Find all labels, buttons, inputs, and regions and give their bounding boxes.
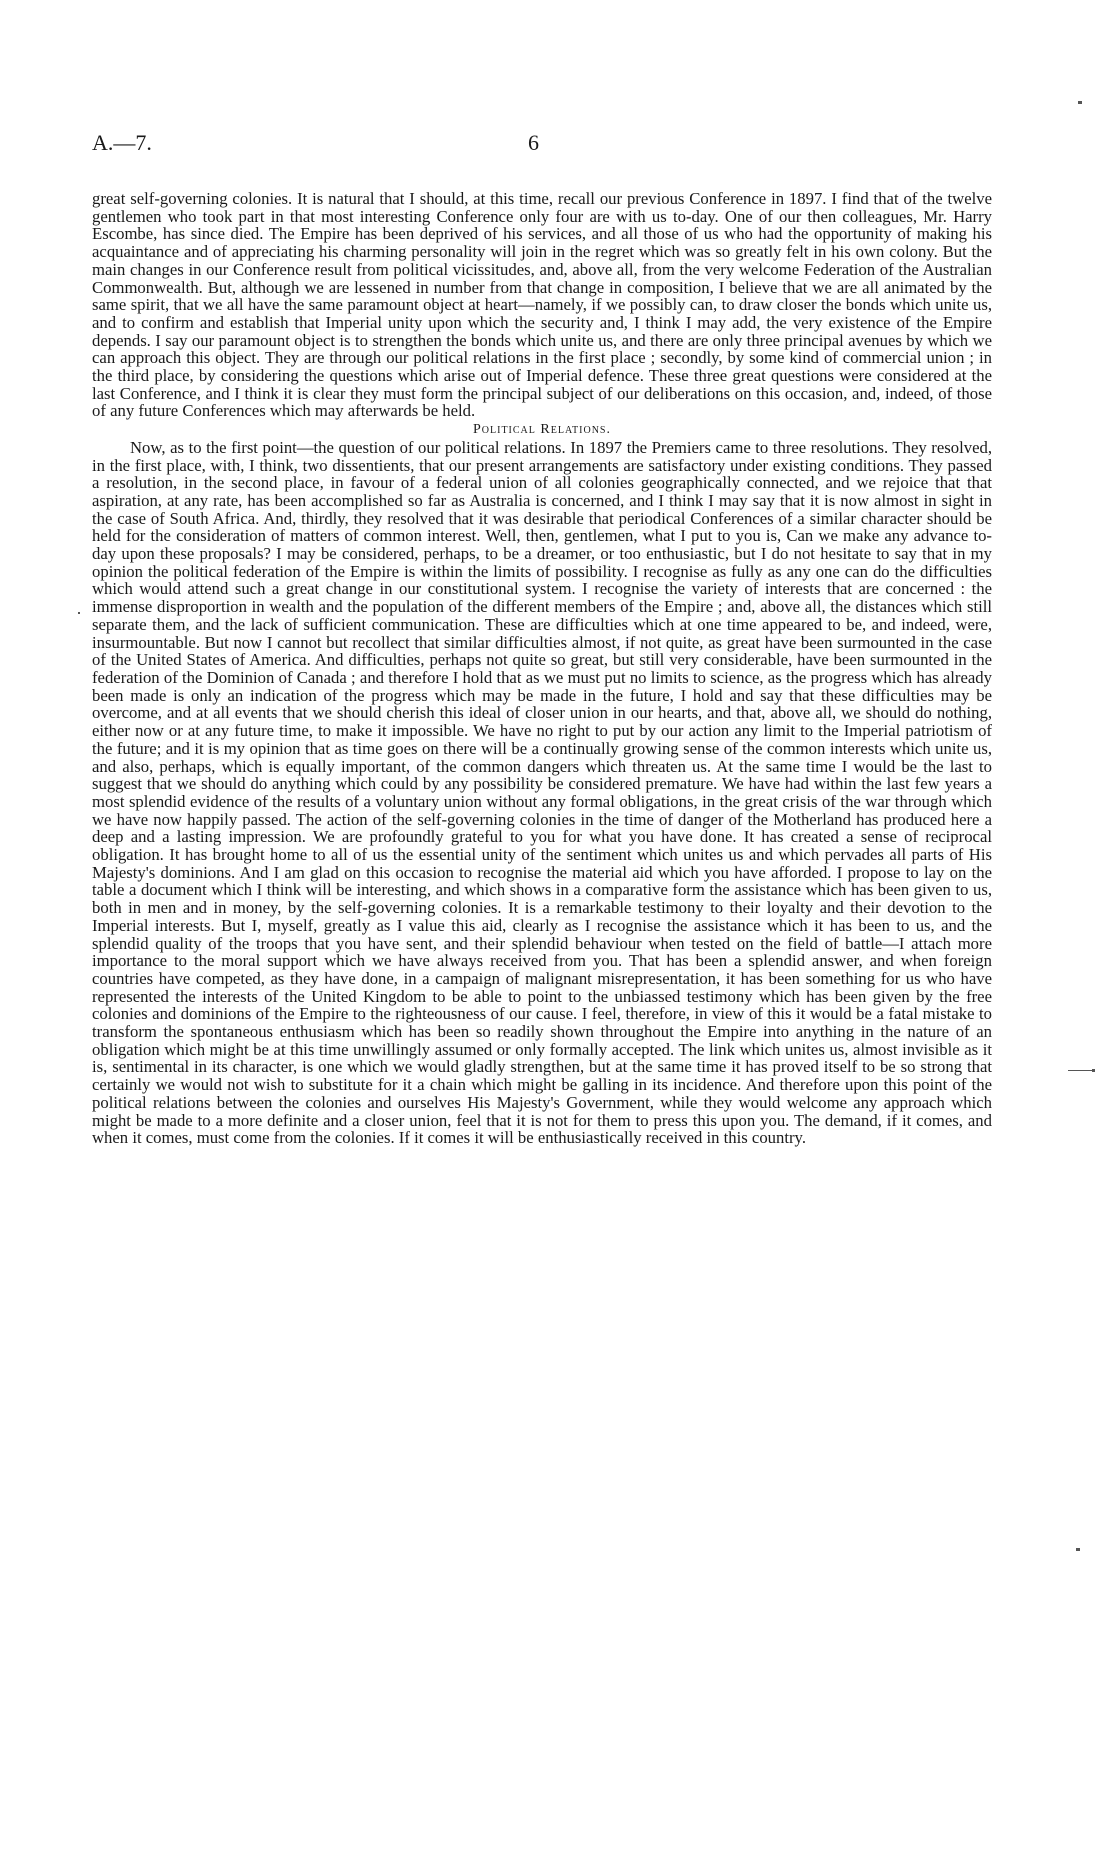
running-head <box>92 130 992 160</box>
section-heading: Political Relations. <box>473 422 611 438</box>
page-number: 6 <box>528 130 539 155</box>
scan-mark <box>1078 101 1082 104</box>
paragraph: Now, as to the first point—the question of our political relations. In 1897 the Premiers came to three resolutions. They resolved, in the first place, with, I think, two dissentients, that our present arrangements are satisfactory under existing conditions. They passed a resolution, in the second place, in favour of a federal union of all colonies geographically connected, and we rejoice that that aspiration, at any rate, has been accomplished so far as Australia is concerned, and I think I may say that it is now almost in sight in the case of South Africa. And, thirdly, they resolved that it was desirable that periodical Conferences of a similar character should be held for the consideration of matters of common interest. Well, then, gentlemen, what I put to you is, Can we make any advance to-day upon these proposals? I may be considered, perhaps, to be a dreamer, or too enthusiastic, but I do not hesitate to say that in my opinion the political federation of the Empire is within the limits of possibility. I recognise as fully as any one can do the difficulties which would attend such a great change in our constitutional system. I recognise the variety of interests that are concerned : the immense disproportion in wealth and the population of the different members of the Empire ; and, above all, the distances which still separate them, and the lack of sufficient communication. These are difficulties which at one time appeared to be, and indeed, were, insurmountable. But now I cannot but recollect that similar difficulties almost, if not quite, as great have been surmounted in the case of the United States of America. And difficulties, perhaps not quite so great, but still very considerable, have been surmounted in the federation of the Dominion of Canada ; and therefore I hold that as we must put no limits to science, as the progress which has already been made is only an indication of the progress which may be made in the future, I hold and say that these difficulties may be overcome, and at all events that we should cherish this ideal of closer union in our hearts, and that, above all, we should do nothing, either now or at any future time, to make it impossible. We have no right to put by our action any limit to the Imperial patriotism of the future; and it is my opinion that as time goes on there will be a continually growing sense of the common interests which unite us, and also, perhaps, which is equally important, of the common dangers which threaten us. At the same time I would be the last to suggest that we should do anything which could by any possibility be considered premature. We have had within the last few years a most splendid evidence of the results of a voluntary union without any formal obligations, in the great crisis of the war through which we have now happily passed. The action of the self-governing colonies in the time of danger of the Motherland has produced here a deep and a lasting impression. We are profoundly grateful to you for what you have done. It has created a sense of reciprocal obligation. It has brought home to all of us the essential unity of the sentiment which unites us and which pervades all parts of His Majesty's dominions. And I am glad on this occasion to recognise the material aid which you have afforded. I propose to lay on the table a document which I think will be interesting, and which shows in a comparative form the assistance which has been given to us, both in men and in money, by the self-governing colonies. It is a remarkable testimony to their loyalty and their devotion to the Imperial interests. But I, myself, greatly as I value this aid, clearly as I recognise the assistance which it has been to us, and the splendid quality of the troops that you have sent, and their splendid behaviour when tested on the field of battle—I attach more importance to the moral support which we have always received from you. That has been a splendid answer, and when foreign countries have competed, as they have done, in a campaign of malignant misrepresentation, it has been something for us who have represented the interests of the United Kingdom to be able to point to the unbiassed testimony which has been given by the free colonies and dominions of the Empire to the righteousness of our cause. I feel, therefore, in view of this it would be a fatal mistake to transform the spontaneous enthusiasm which has been so readily shown throughout the Empire into anything in the nature of an obligation which might be at this time unwillingly assumed or only formally accepted. The link which unites us, almost invisible as it is, sentimental in its character, is one which we would gladly strengthen, but at the same time it has proved itself to be so strong that certainly we would not wish to substitute for it a chain which might be galling in its incidence. And therefore upon this point of the political relations between the colonies and ourselves His Majesty's Government, while they would welcome any approach which might be made to a more definite and a closer union, feel that it is not for them to press this upon you. The demand, if it comes, and when it comes, must come from the colonies. If it comes it will be enthusiastically received in this country. <box>92 437 992 1148</box>
paragraph: great self-governing colonies. It is natural that I should, at this time, recall our previous Conference in 1897. I find that of the twelve gentlemen who took part in that most interesting Conference only four are with us to-day. One of our then colleagues, Mr. Harry Escombe, has since died. The Empire has been deprived of his services, and all those of us who had the opportunity of making his acquaintance and of appreciating his charming personality will join in the regret which was so greatly felt in his own colony. But the main changes in our Conference result from political vicissitudes, and, above all, from the very welcome Federation of the Australian Commonwealth. But, although we are lessened in number from that change in composition, I believe that we are all animated by the same spirit, that we all have the same paramount object at heart—namely, if we possibly can, to draw closer the bonds which unite us, and to confirm and establish that Imperial unity upon which the security and, I think I may add, the very existence of the Empire depends. I say our paramount object is to strengthen the bonds which unite us, and there are only three principal avenues by which we can approach this object. They are through our political relations in the first place ; secondly, by some kind of commercial union ; in the third place, by considering the questions which arise out of Imperial defence. These three great questions were considered at the last Conference, and I think it is clear they must form the principal subject of our deliberations on this occasion, and, indeed, of those of any future Conferences which may afterwards be held. <box>92 189 992 421</box>
scan-mark <box>78 612 80 614</box>
scan-mark <box>1068 1070 1094 1071</box>
document-reference: A.—7. <box>92 130 152 155</box>
body-text <box>92 190 992 1147</box>
scan-mark <box>1092 1069 1095 1072</box>
scan-mark <box>1076 1548 1080 1551</box>
